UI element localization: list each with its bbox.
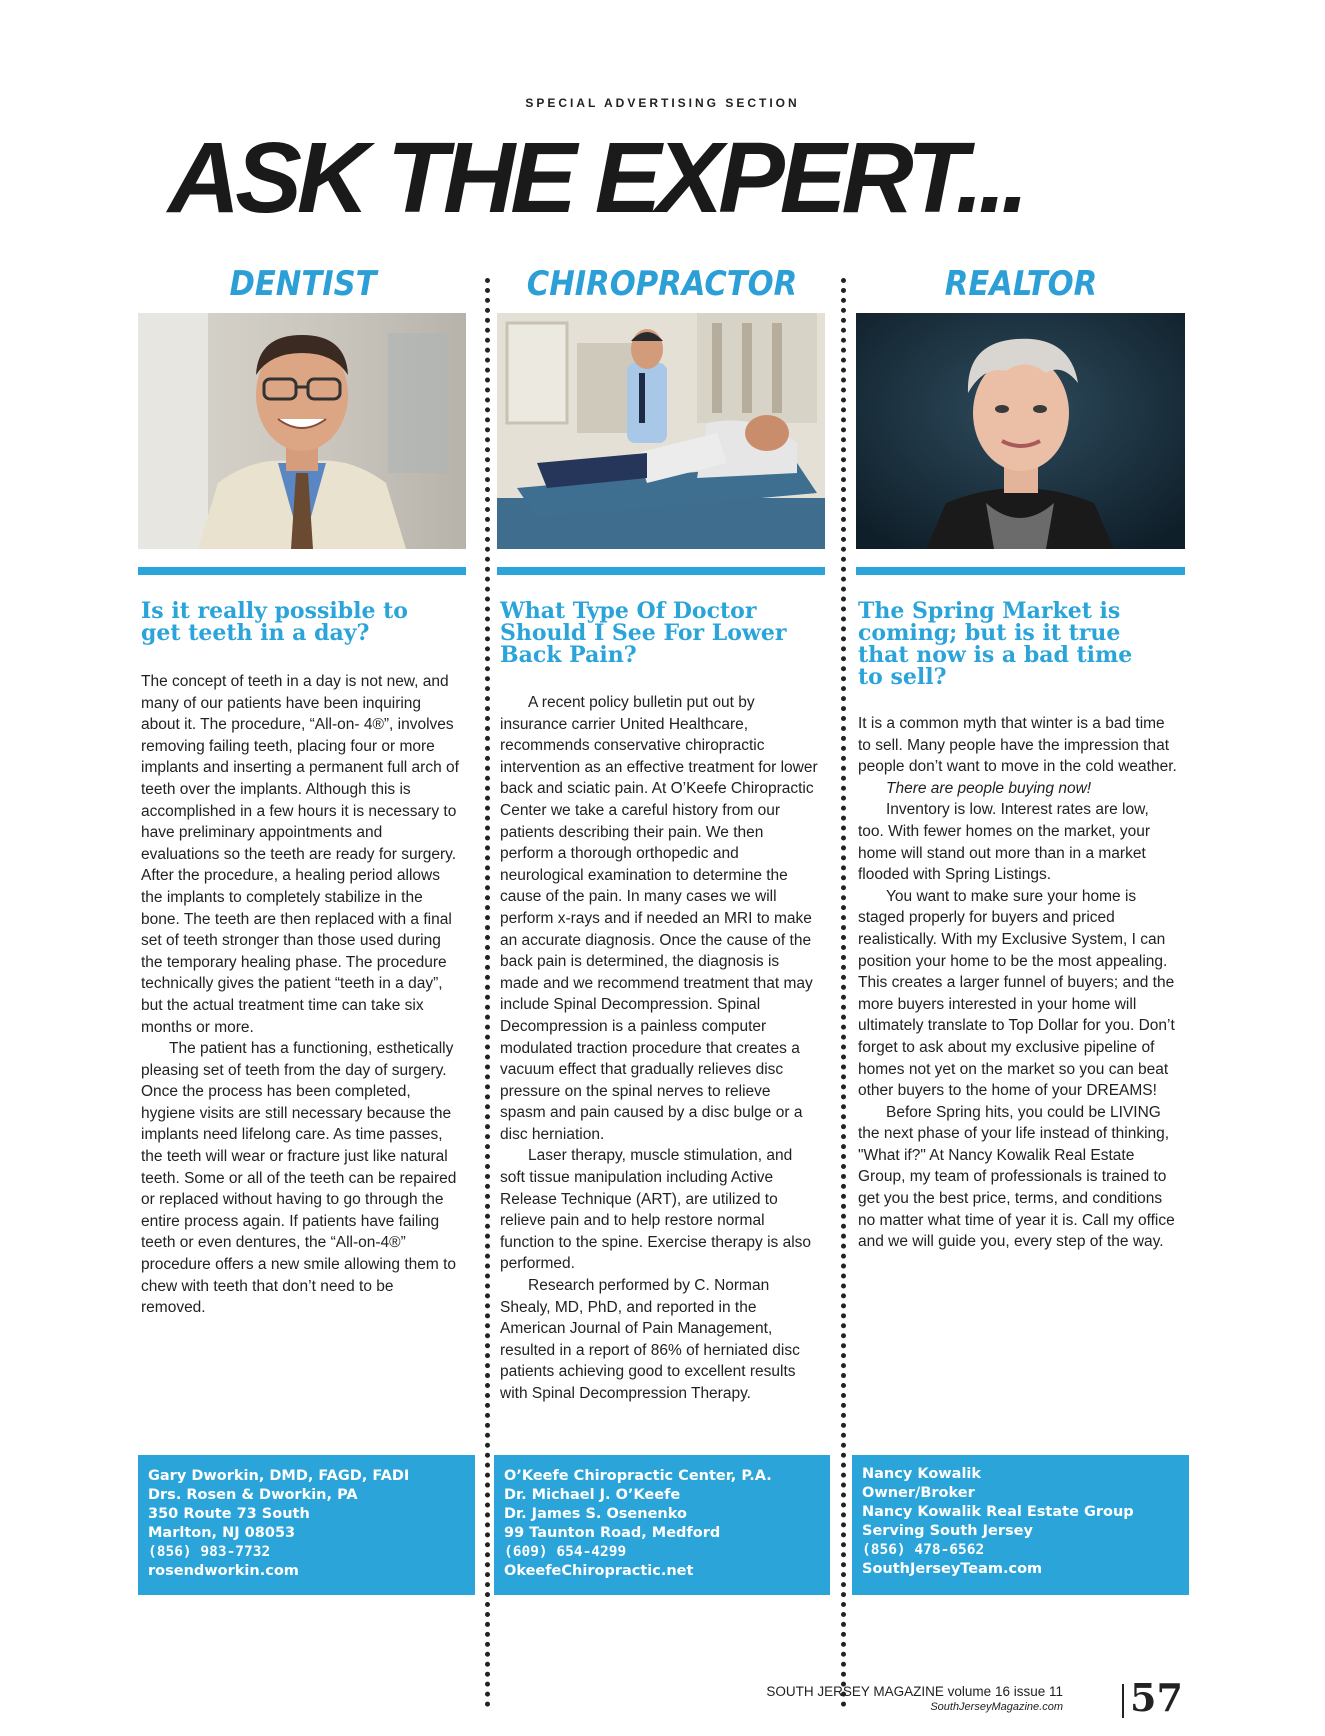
column-accent-bar-realtor bbox=[856, 567, 1185, 575]
magazine-website: SouthJerseyMagazine.com bbox=[930, 1701, 1063, 1713]
article-body-chiropractor: A recent policy bulletin put out by insurance carrier United Healthcare, recommends conservative chiropractic intervention as an effective treatment for lower back and sciatic pain. At O’Keefe Chiropractic Center we take a careful history from our patients describing their pain. We then perform a thorough orthopedic and neurological examination to determine the cause of the pain. In many cases we will perform x-rays and if needed an MRI to make an accurate diagnosis. Once the cause of the back pain is determined, the diagnosis is made and we recommend treatment that may include Spinal Decompression. Spinal Decompression is a painless computer modulated traction procedure that creates a vacuum effect that gradually relieves disc pressure on the spinal nerves to relieve spasm and pain caused by a disc bulge or a disc herniation. Laser therapy, muscle stimulation, and soft tissue manipulation including Active Release Technique (ART), are utilized to relieve pain and to help restore normal function to the spine. Exercise therapy is also performed. Research performed by C. Norman Shealy, MD, PhD, and reported in the American Journal of Pain Management, resulted in a report of 86% of herniated disc patients achieving good to excellent results with Spinal Decompression Therapy. bbox=[500, 694, 818, 1402]
page-title: ASK THE EXPERT... bbox=[168, 122, 1024, 234]
contact-address: 350 Route 73 South bbox=[148, 1506, 310, 1522]
question-realtor: The Spring Market is coming; but is it true that now is a bad time to sell? bbox=[858, 598, 1133, 690]
magazine-issue: SOUTH JERSEY MAGAZINE volume 16 issue 11 bbox=[766, 1684, 1063, 1699]
contact-name: Gary Dworkin, DMD, FAGD, FADI bbox=[148, 1468, 410, 1484]
contact-area: Serving South Jersey bbox=[862, 1523, 1033, 1539]
contact-name: Nancy Kowalik bbox=[862, 1466, 982, 1482]
column-divider-left bbox=[485, 278, 490, 1708]
contact-box-chiropractor bbox=[494, 1455, 830, 1595]
footer-separator bbox=[1122, 1684, 1124, 1718]
section-kicker: SPECIAL ADVERTISING SECTION bbox=[525, 96, 800, 110]
contact-city: Marlton, NJ 08053 bbox=[148, 1525, 296, 1541]
contact-phone[interactable]: (609) 654-4299 bbox=[504, 1544, 627, 1560]
column-accent-bar-chiropractor bbox=[497, 567, 825, 575]
column-label-dentist: DENTIST bbox=[229, 264, 377, 304]
contact-website-link[interactable]: rosendworkin.com bbox=[148, 1563, 299, 1579]
article-body-dentist: The concept of teeth in a day is not new, and many of our patients have been inquiring about it. The procedure, “All-on- 4®”, involves removing failing teeth, placing four or more implants and inserting a permanent full arch of teeth over the implants. Although this is accomplished in a few hours it is necessary to have preliminary appointments and evaluations so the teeth are ready for surgery. After the procedure, a healing period allows the implants to completely stabilize in the bone. The teeth are then replaced with a final set of teeth stronger than those used during the temporary healing phase. The procedure technically gives the patient “teeth in a day”, but the actual treatment time can take six months or more. The patient has a functioning, esthetically pleasing set of teeth from the day of surgery. Once the process has been completed, hygiene visits are still necessary because the implants need lifelong care. As time passes, the teeth will wear or fracture just like natural teeth. Some or all of the teeth can be repaired or replaced without having to go through the entire process again. If patients have failing teeth or even dentures, the “All-on-4®” procedure offers a new smile allowing them to chew with teeth that don’t need to be removed. bbox=[141, 673, 459, 1317]
realtor-photo bbox=[856, 313, 1185, 549]
contact-doctor-1: Dr. Michael J. O’Keefe bbox=[504, 1487, 681, 1503]
contact-company: Nancy Kowalik Real Estate Group bbox=[862, 1504, 1134, 1520]
page-number: 57 bbox=[1130, 1675, 1183, 1720]
column-label-chiropractor: CHIROPRACTOR bbox=[526, 264, 798, 304]
contact-box-dentist bbox=[138, 1455, 475, 1595]
contact-box-realtor bbox=[852, 1455, 1189, 1595]
question-dentist: Is it really possible to get teeth in a day? bbox=[141, 598, 408, 646]
contact-phone[interactable]: (856) 478-6562 bbox=[862, 1542, 985, 1558]
contact-doctor-2: Dr. James S. Osenenko bbox=[504, 1506, 687, 1522]
chiropractor-photo bbox=[497, 313, 825, 549]
contact-address: 99 Taunton Road, Medford bbox=[504, 1525, 721, 1541]
question-chiropractor: What Type Of Doctor Should I See For Lower Back Pain? bbox=[500, 598, 787, 668]
contact-title: Owner/Broker bbox=[862, 1485, 975, 1501]
contact-phone[interactable]: (856) 983-7732 bbox=[148, 1544, 271, 1560]
contact-website-link[interactable]: SouthJerseyTeam.com bbox=[862, 1561, 1043, 1577]
page-footer bbox=[766, 1684, 1063, 1714]
contact-practice: Drs. Rosen & Dworkin, PA bbox=[148, 1487, 358, 1503]
contact-website-link[interactable]: OkeefeChiropractic.net bbox=[504, 1563, 694, 1579]
contact-name: O’Keefe Chiropractic Center, P.A. bbox=[504, 1468, 772, 1484]
dentist-photo bbox=[138, 313, 466, 549]
article-body-realtor: It is a common myth that winter is a bad time to sell. Many people have the impression that people don’t want to move in the cold weather. There are people buying now! Inventory is low. Interest rates are low, too. With fewer homes on the market, your home will stand out more than in a market flooded with Spring Listings. You want to make sure your home is staged properly for buyers and priced realistically. With my Exclusive System, I can position your home to be the most appealing. This creates a larger funnel of buyers; and the more buyers interested in your home will ultimately translate to Top Dollar for you. Don’t forget to ask about my exclusive pipeline of homes not yet on the market so you can beat other buyers to the home of your DREAMS! Before Spring hits, you could be LIVING the next phase of your life instead of thinking, "What if?" At Nancy Kowalik Real Estate Group, my team of professionals is trained to get you the best price, terms, and conditions no matter what time of year it is. Call my office and we will guide you, every step of the way. bbox=[858, 715, 1177, 1251]
column-accent-bar-dentist bbox=[138, 567, 466, 575]
column-label-realtor: REALTOR bbox=[944, 264, 1098, 304]
column-divider-right bbox=[841, 278, 846, 1708]
